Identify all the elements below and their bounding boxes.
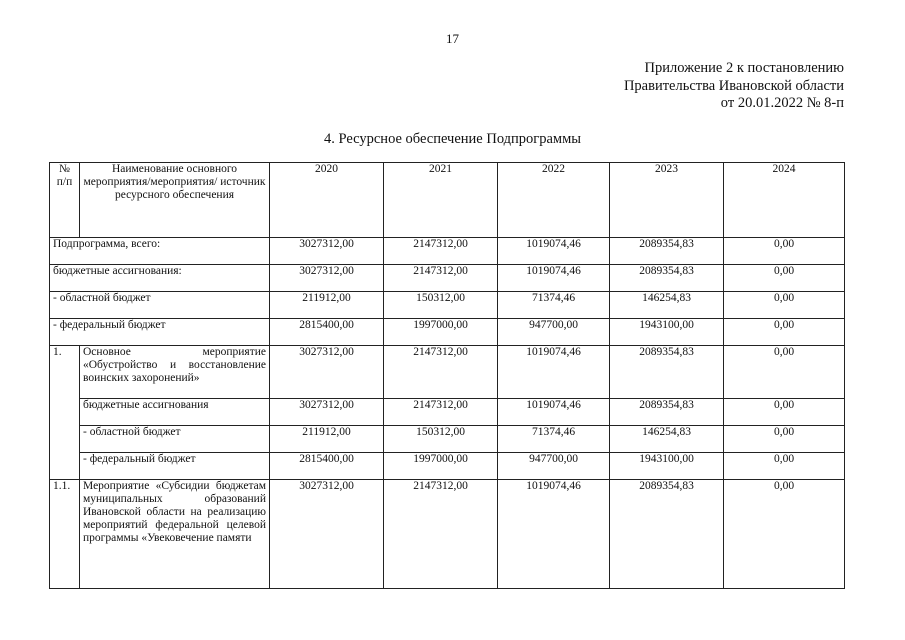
cell-value: 150312,00	[384, 292, 498, 319]
row-label: - федеральный бюджет	[50, 319, 270, 346]
cell-value: 2815400,00	[270, 453, 384, 480]
cell-value: 947700,00	[498, 319, 610, 346]
cell-value: 0,00	[724, 238, 845, 265]
row-label: бюджетные ассигнования	[80, 399, 270, 426]
cell-value: 1019074,46	[498, 346, 610, 399]
cell-value: 1019074,46	[498, 399, 610, 426]
row-label: Основное мероприятие «Обустройство и восстановление воинских захоронений»	[80, 346, 270, 399]
row-label: - федеральный бюджет	[80, 453, 270, 480]
cell-value: 1943100,00	[610, 319, 724, 346]
header-year: 2024	[724, 163, 845, 238]
cell-value: 2147312,00	[384, 399, 498, 426]
cell-value: 0,00	[724, 453, 845, 480]
table-header-row	[50, 163, 845, 238]
cell-value: 211912,00	[270, 426, 384, 453]
cell-value: 1997000,00	[384, 319, 498, 346]
table-row	[50, 265, 845, 292]
cell-value: 1019074,46	[498, 480, 610, 589]
cell-value: 0,00	[724, 265, 845, 292]
cell-value: 2089354,83	[610, 238, 724, 265]
cell-value: 2089354,83	[610, 480, 724, 589]
row-label: - областной бюджет	[80, 426, 270, 453]
header-name: Наименование основного мероприятия/мероприятия/ источник ресурсного обеспечения	[80, 163, 270, 238]
cell-value: 2147312,00	[384, 265, 498, 292]
table-row	[50, 292, 845, 319]
cell-value: 146254,83	[610, 292, 724, 319]
table-row	[50, 480, 845, 589]
section-title: 4. Ресурсное обеспечение Подпрограммы	[323, 131, 582, 147]
appendix-line: Приложение 2 к постановлению	[644, 60, 844, 76]
row-label: Мероприятие «Субсидии бюджетам муниципальных образований Ивановской области на реализацию мероприятий федеральной целевой программы «Увековечение памяти	[80, 480, 270, 589]
header-year: 2021	[384, 163, 498, 238]
appendix-note	[624, 60, 844, 113]
header-num: № п/п	[50, 163, 80, 238]
cell-value: 71374,46	[498, 292, 610, 319]
header-year: 2020	[270, 163, 384, 238]
cell-value: 2089354,83	[610, 346, 724, 399]
cell-value: 1943100,00	[610, 453, 724, 480]
cell-value: 2147312,00	[384, 346, 498, 399]
appendix-line: Правительства Ивановской области	[623, 77, 844, 94]
table-row	[50, 238, 845, 265]
row-number: 1.1.	[50, 480, 80, 589]
table-row	[50, 399, 845, 426]
row-label: Подпрограмма, всего:	[50, 238, 270, 265]
page-number: 17	[446, 31, 459, 46]
cell-value: 947700,00	[498, 453, 610, 480]
appendix-line: от 20.01.2022 № 8-п	[720, 95, 844, 111]
cell-value: 2089354,83	[610, 265, 724, 292]
cell-value: 2815400,00	[270, 319, 384, 346]
table-row	[50, 319, 845, 346]
header-year: 2022	[498, 163, 610, 238]
cell-value: 2147312,00	[384, 480, 498, 589]
cell-value: 3027312,00	[270, 399, 384, 426]
cell-value: 0,00	[724, 292, 845, 319]
header-year: 2023	[610, 163, 724, 238]
cell-value: 211912,00	[270, 292, 384, 319]
cell-value: 3027312,00	[270, 346, 384, 399]
cell-value: 150312,00	[384, 426, 498, 453]
cell-value: 3027312,00	[270, 265, 384, 292]
row-number: 1.	[50, 346, 80, 480]
row-label: бюджетные ассигнования:	[50, 265, 270, 292]
cell-value: 0,00	[724, 319, 845, 346]
cell-value: 0,00	[724, 480, 845, 589]
row-label: - областной бюджет	[50, 292, 270, 319]
table-row	[50, 453, 845, 480]
cell-value: 3027312,00	[270, 238, 384, 265]
cell-value: 1019074,46	[498, 238, 610, 265]
cell-value: 146254,83	[610, 426, 724, 453]
cell-value: 1019074,46	[498, 265, 610, 292]
cell-value: 2089354,83	[610, 399, 724, 426]
table-row	[50, 346, 845, 399]
resources-table	[49, 162, 845, 589]
cell-value: 3027312,00	[270, 480, 384, 589]
table-row	[50, 426, 845, 453]
cell-value: 0,00	[724, 346, 845, 399]
cell-value: 2147312,00	[384, 238, 498, 265]
cell-value: 1997000,00	[384, 453, 498, 480]
cell-value: 71374,46	[498, 426, 610, 453]
cell-value: 0,00	[724, 426, 845, 453]
cell-value: 0,00	[724, 399, 845, 426]
